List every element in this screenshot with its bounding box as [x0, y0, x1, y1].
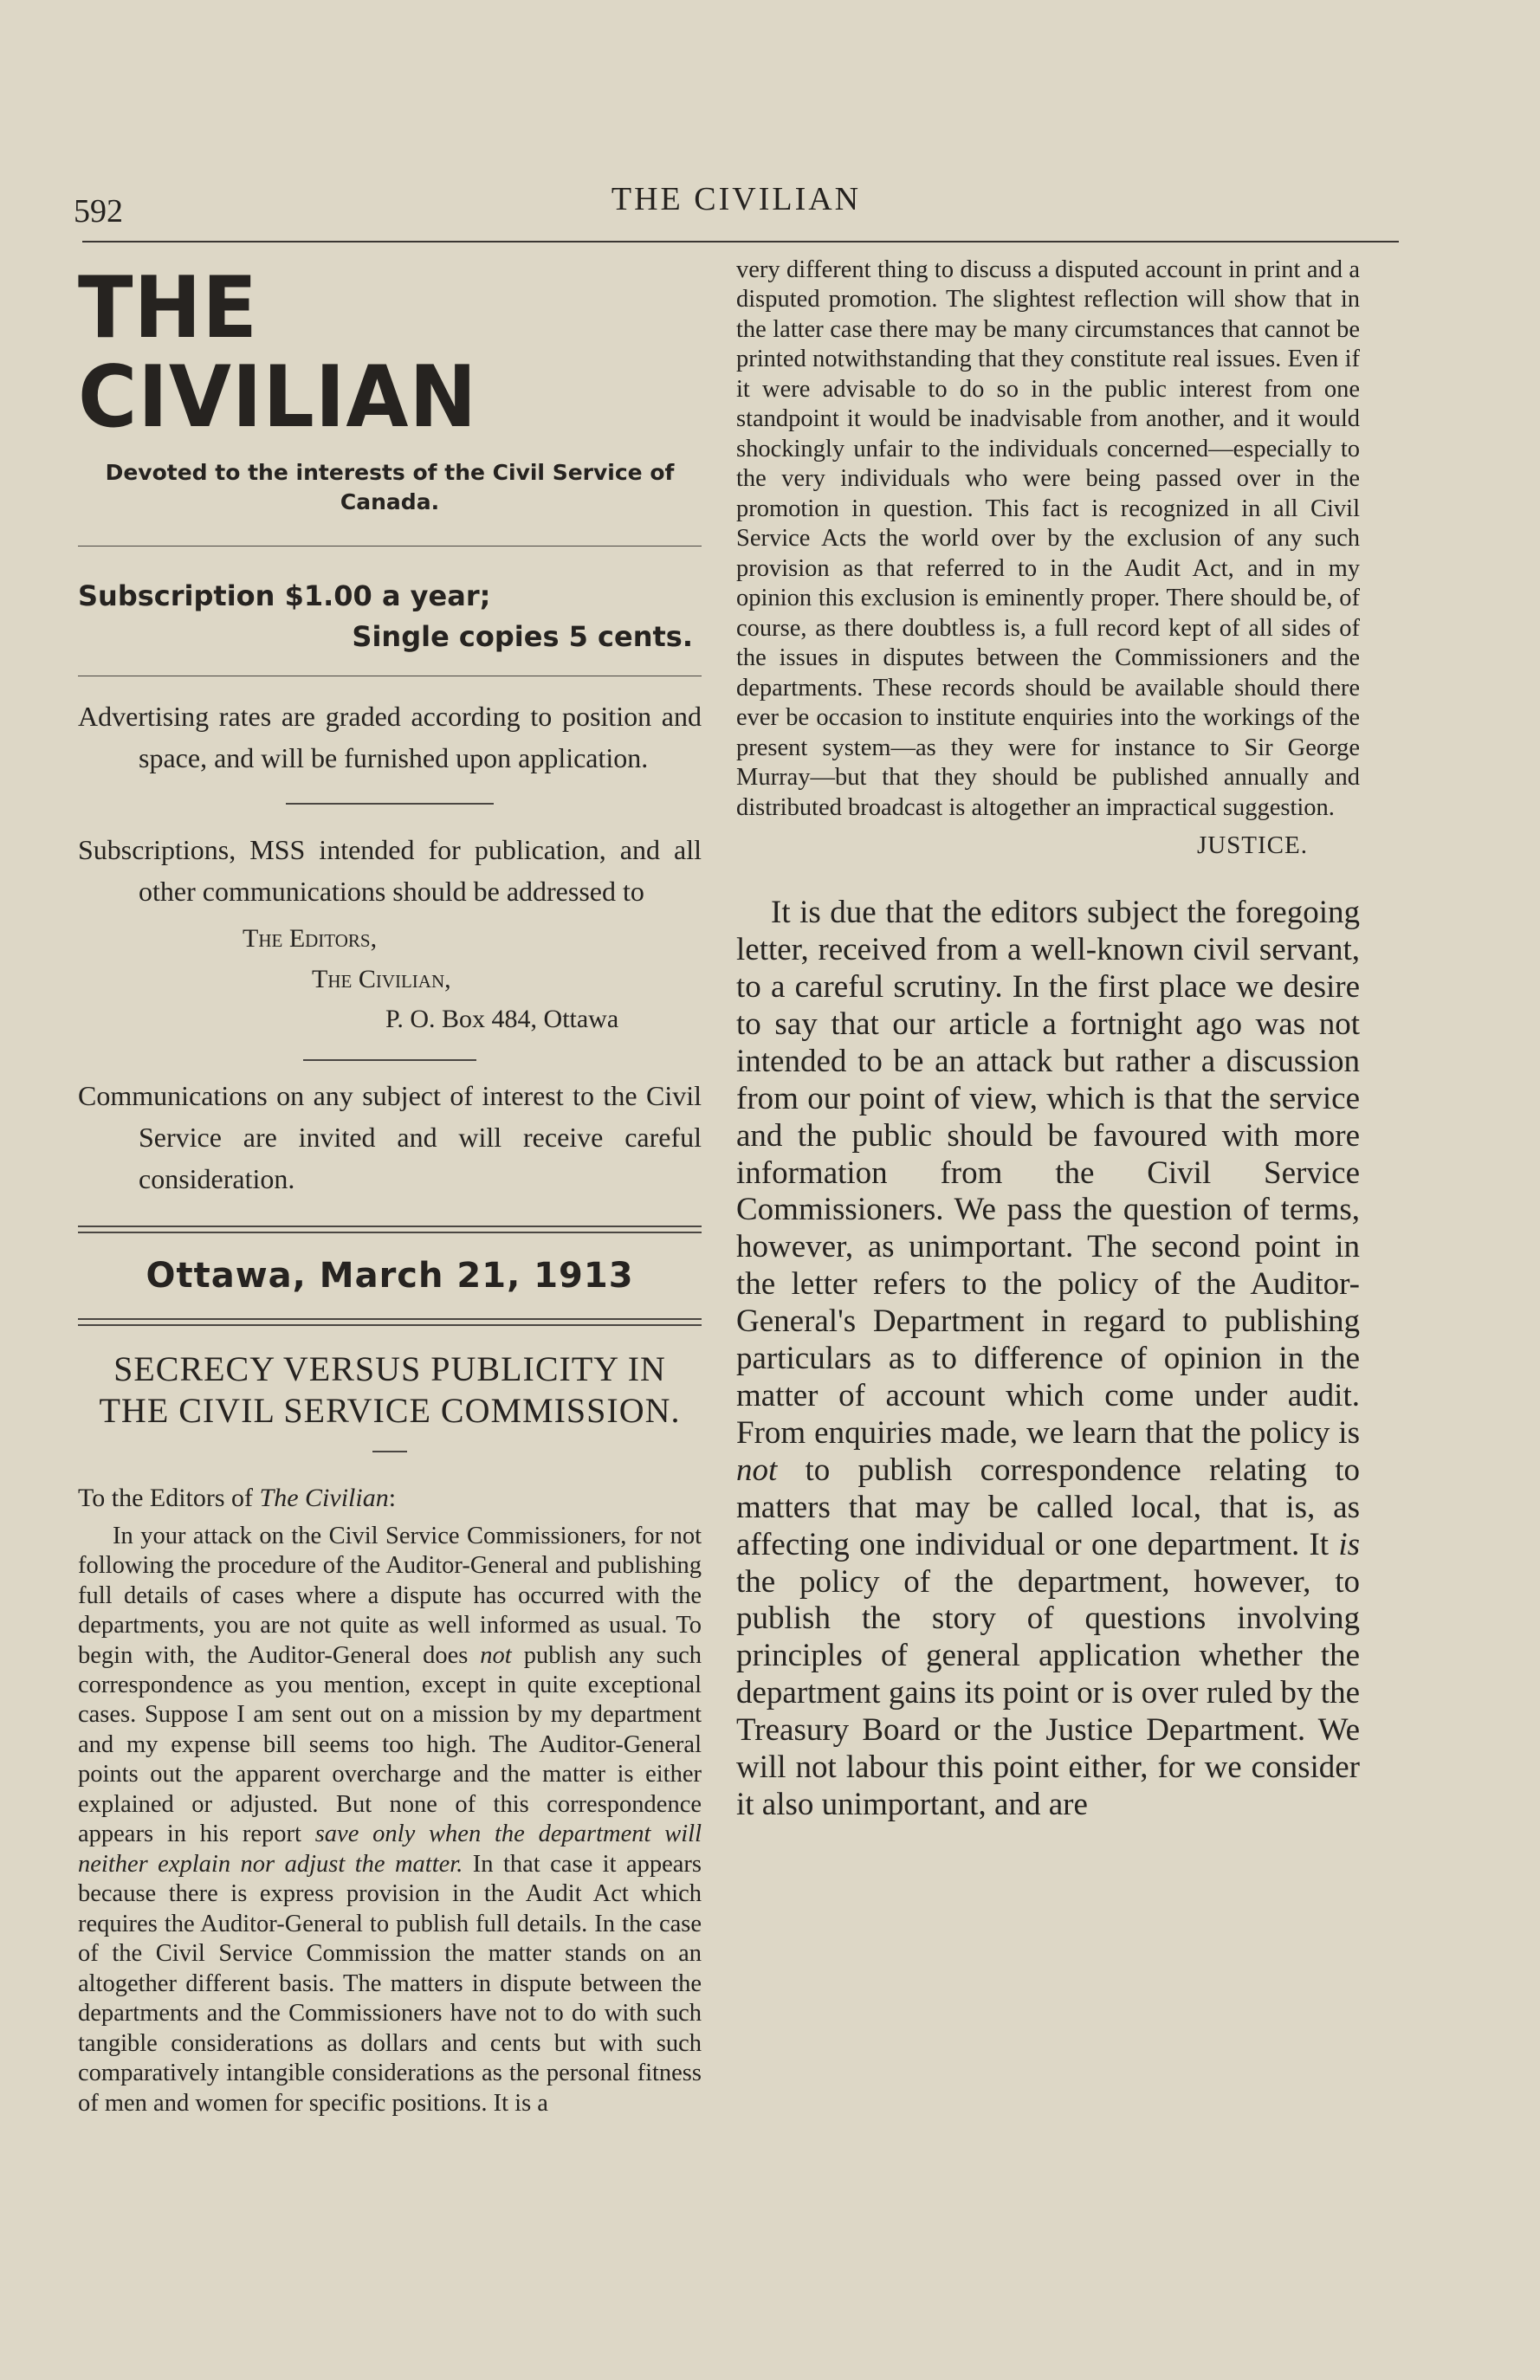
subscription-rate: Subscription $1.00 a year;	[78, 579, 491, 613]
address-line: The Civilian,	[312, 964, 451, 993]
salutation-text: To the Editors of	[78, 1483, 260, 1512]
divider-short	[303, 1059, 476, 1061]
letter-salutation	[78, 1484, 702, 1513]
single-copy-price: Single copies 5 cents.	[352, 619, 693, 653]
letter-signature: JUSTICE.	[1196, 831, 1308, 860]
letter-text: In your attack on the Civil Service Commissioners, for not following the procedure of the Auditor-General and publishing full details of cases where a dispute has occurred with the departments, you are not quite as well informed as usual. To begin with, the Auditor-General does	[78, 1522, 702, 1669]
left-column	[78, 251, 702, 2118]
address-line: P. O. Box 484, Ottawa	[385, 1005, 619, 1034]
double-divider	[78, 1318, 702, 1326]
masthead-title: THE CIVILIAN	[78, 259, 478, 447]
letter-continuation: very different thing to discuss a disputed account in print and a disputed promotion. The slightest reflection will show that in the latter case there may be many circumstances that cannot be printed notwithstanding that they constitute real issues. Even if it were advisable to do so in the public interest from one standpoint it would be inadvisable from another, and it would shockingly unfair to the individuals concerned—especially to the very individuals who were being passed over in the promotion in question. This fact is recognized in all Civil Service Acts the world over by the exclusion of any such provision as that referred to in the Audit Act, and in my opinion this exclusion is eminently proper. There should be, of course, as there doubtless is, a full record kept of all sides of the issues in disputes between the Commissioners and the departments. These records should be available should there ever be occasion to institute enquiries into the workings of the present system—as they were for instance to Sir George Murray—but that they should be published annually and distributed broadcast is altogether an impractical suggestion.	[736, 256, 1360, 821]
letter-emphasis: not	[480, 1641, 512, 1669]
salutation-colon: :	[388, 1483, 397, 1512]
editor-address	[78, 919, 702, 1040]
article-title: SECRECY VERSUS PUBLICITY IN THE CIVIL SERVICE COMMISSION.	[99, 1348, 681, 1430]
reply-text: to publish correspondence relating to matters that may be called local, that is, as affecting one individual or one department. It	[736, 1452, 1360, 1562]
running-header	[74, 173, 1399, 234]
communications-note: Communications on any subject of interest to the Civil Service are invited and will receive careful consideration.	[78, 1079, 702, 1194]
reply-text: It is due that the editors subject the foregoing letter, received from a well-known civil servant, to a careful scrutiny. In the first place we desire to say that our article a fortnight ago was not intended to be an attack but rather a discussion from our point of view, which is that the service and the public should be favoured with more information from the Civil Service Commissioners. We pass the question of terms, however, as unimportant. The second point in the letter refers to the policy of the Auditor-General's Department in regard to publishing particulars as to difference of opinion in the matter of account which come under audit. From enquiries made, we learn that the policy is	[736, 895, 1360, 1451]
dateline: Ottawa, March 21, 1913	[146, 1255, 634, 1296]
address-line: The Editors,	[243, 924, 378, 954]
subscriptions-note: Subscriptions, MSS intended for publication, and all other communications should be addressed to	[78, 834, 702, 908]
header-rule	[82, 241, 1399, 243]
title-dash	[372, 1451, 407, 1452]
editorial-reply	[736, 895, 1360, 1824]
salutation-publication: The Civilian	[259, 1483, 389, 1512]
reply-emphasis: not	[736, 1452, 778, 1488]
masthead-tagline: Devoted to the interests of the Civil Service of Canada.	[105, 459, 675, 514]
page-number: 592	[74, 193, 123, 230]
running-title: THE CIVILIAN	[611, 181, 862, 217]
reply-emphasis: is	[1338, 1526, 1360, 1562]
reply-text: the policy of the department, however, to publish the story of questions involving principles of general application whether the department gains its point or is over ruled by the Treasury Board or the Justice Department. We will not labour this point either, for we consider it also unimportant, and are	[736, 1563, 1360, 1822]
right-column	[736, 255, 1360, 1824]
divider-short	[286, 803, 494, 805]
advertising-note: Advertising rates are graded according to position and space, and will be furnished upon application.	[78, 701, 702, 774]
subscription-info	[78, 576, 702, 656]
letter-text: publish any such correspondence as you mention, except in quite exceptional cases. Suppose I am sent out on a mission by my department and my expense bill seems too high. The Auditor-General points out the apparent overcharge and the matter is either explained or adjusted. But none of this correspondence appears in his report	[78, 1641, 702, 1848]
letter-body	[78, 1522, 702, 2119]
letter-text: In that case it appears because there is express provision in the Audit Act which requires the Auditor-General to publish full details. In the case of the Civil Service Commission the matter stands on an altogether different basis. The matters in dispute between the departments and the Commissioners have not to do with such tangible considerations as dollars and cents but with such comparatively intangible considerations as the personal fitness of men and women for specific positions. It is a	[78, 1850, 702, 2117]
letter-emphasis: save only when the department will neither explain nor adjust the matter.	[78, 1821, 702, 1878]
double-divider	[78, 1226, 702, 1233]
